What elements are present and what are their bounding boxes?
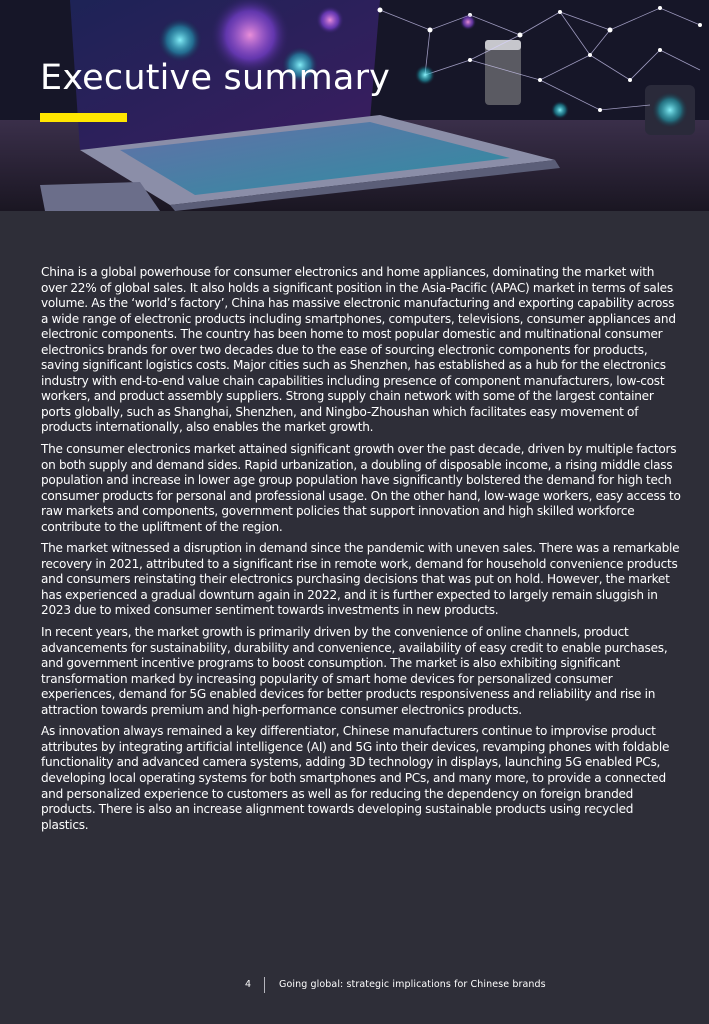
page-footer (0, 977, 709, 993)
paragraph: The consumer electronics market attained significant growth over the past decade, driven by multiple factors on both supply and demand sides. Rapid urbanization, a doubling of disposable income, a rising middle class population and increase in lower age group population have significantly bolstered the demand for high tech consumer products for personal and professional usage. On the other hand, low-wage workers, easy access to raw markets and components, government policies that support innovation and high skilled workforce contribute to the upliftment of the region. (41, 442, 681, 534)
hero-image (0, 0, 709, 211)
footer-divider (264, 977, 265, 993)
paragraph: As innovation always remained a key differentiator, Chinese manufacturers continue to improvise product attributes by integrating artificial intelligence (AI) and 5G into their devices, revamping phones with foldable functionality and advanced camera systems, adding 3D technology in displays, launching 5G enabled PCs, developing local operating systems for both smartphones and PCs, and many more, to provide a connected and personalized experience to customers as well as for reducing the dependency on foreign branded products. There is also an increase alignment towards developing sustainable products using recycled plastics. (41, 724, 670, 832)
page-title: Executive summary (40, 58, 391, 98)
paragraph: The market witnessed a disruption in demand since the pandemic with uneven sales. There was a remarkable recovery in 2021, attributed to a significant rise in remote work, demand for household convenience products and consumers reinstating their electronics purchasing decisions that was put on hold. However, the market has experienced a gradual downturn again in 2022, and it is further expected to largely remain sluggish in 2023 due to mixed consumer sentiment towards investments in new products. (41, 541, 680, 618)
paragraph: China is a global powerhouse for consumer electronics and home appliances, dominating the market with over 22% of global sales. It also holds a significant position in the Asia-Pacific (APAC) market in terms of sales volume. As the ‘world’s factory’, China has massive electronic manufacturing and exporting capability across a wide range of electronic products including smartphones, computers, televisions, consumer appliances and electronic components. The country has been home to most popular domestic and multinational consumer electronics brands for over two decades due to the ease of sourcing electronic components for products, saving significant logistics costs. Major cities such as Shenzhen, has established as a hub for the electronics industry with end-to-end value chain capabilities including presence of component manufacturers, low-cost workers, and product assembly suppliers. Strong supply chain network with some of the largest container ports globally, such as Shanghai, Shenzhen, and Ningbo-Zhoushan which facilitates easy movement of products internationally, also enables the market growth. (41, 265, 676, 435)
laptop-network-illustration (0, 0, 709, 211)
body-text (41, 265, 681, 839)
paragraph: In recent years, the market growth is primarily driven by the convenience of online channels, product advancements for sustainability, durability and convenience, availability of easy credit to enable purchases, and government incentive programs to boost consumption. The market is also exhibiting significant transformation marked by increasing popularity of smart home devices for personalized consumer experiences, demand for 5G enabled devices for better products responsiveness and reliability and rise in attraction towards premium and high-performance consumer electronics products. (41, 625, 668, 717)
title-accent-bar (40, 113, 127, 122)
page-number: 4 (245, 979, 252, 990)
publication-title: Going global: strategic implications for Chinese brands (279, 979, 546, 990)
